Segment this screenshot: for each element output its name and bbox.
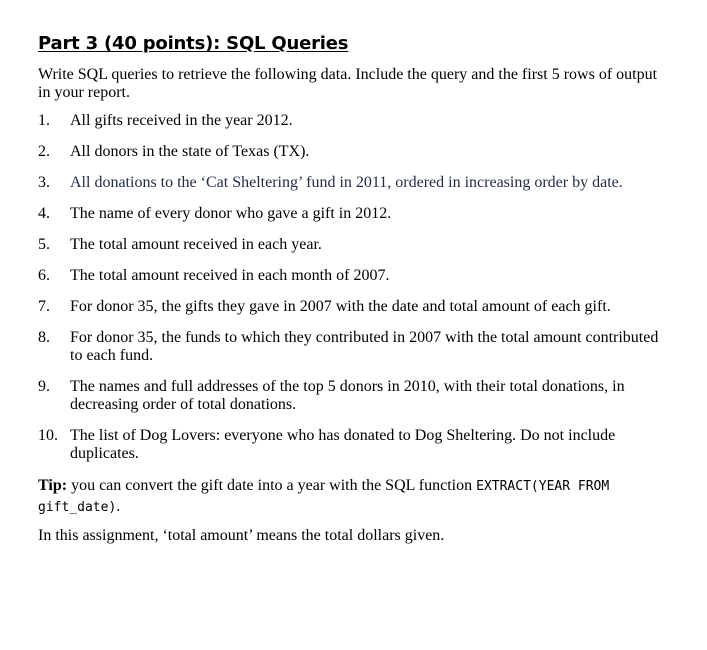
note-paragraph: In this assignment, ‘total amount’ means the total dollars given. <box>38 527 445 544</box>
item-number: 5. <box>38 236 50 253</box>
tip-label: Tip: <box>38 477 68 494</box>
item-text: For donor 35, the gifts they gave in 2007 with the date and total amount of each gift. <box>70 298 611 315</box>
item-text: The total amount received in each year. <box>70 236 322 253</box>
item-number: 10. <box>38 427 58 444</box>
tip-text: you can convert the gift date into a year with the SQL function <box>67 477 477 494</box>
item-text: All donors in the state of Texas (TX). <box>70 143 310 160</box>
item-number: 8. <box>38 329 50 346</box>
list-item <box>38 112 670 130</box>
item-number: 4. <box>38 205 50 222</box>
list-item <box>38 267 670 285</box>
document-page <box>38 33 670 545</box>
list-item <box>38 174 670 192</box>
tip-end: . <box>116 498 121 515</box>
question-list <box>38 112 670 463</box>
item-number: 3. <box>38 174 50 191</box>
list-item <box>38 427 670 463</box>
item-number: 6. <box>38 267 50 284</box>
list-item <box>38 378 670 414</box>
item-number: 9. <box>38 378 50 395</box>
item-text: All gifts received in the year 2012. <box>70 112 293 129</box>
list-item <box>38 329 670 365</box>
list-item <box>38 143 670 161</box>
list-item <box>38 205 670 223</box>
section-heading: Part 3 (40 points): SQL Queries <box>38 33 349 54</box>
item-number: 7. <box>38 298 50 315</box>
item-number: 2. <box>38 143 50 160</box>
item-text: The name of every donor who gave a gift in 2012. <box>70 205 392 222</box>
item-text: The names and full addresses of the top 5 donors in 2010, with their total donations, in decreasing order of total donations. <box>70 378 625 413</box>
item-number: 1. <box>38 112 50 129</box>
list-item <box>38 298 670 316</box>
intro-paragraph: Write SQL queries to retrieve the following data. Include the query and the first 5 rows of output in your report. <box>38 66 658 101</box>
sql-function-code: EXTRACT(YEAR FROM gift_date) <box>38 479 610 515</box>
item-text: The total amount received in each month of 2007. <box>70 267 390 284</box>
list-item <box>38 236 670 254</box>
item-text: For donor 35, the funds to which they contributed in 2007 with the total amount contributed to each fund. <box>70 329 659 364</box>
tip-paragraph <box>38 476 670 518</box>
item-text: All donations to the ‘Cat Sheltering’ fund in 2011, ordered in increasing order by date. <box>70 174 623 191</box>
item-text: The list of Dog Lovers: everyone who has donated to Dog Sheltering. Do not include duplicates. <box>70 427 616 462</box>
